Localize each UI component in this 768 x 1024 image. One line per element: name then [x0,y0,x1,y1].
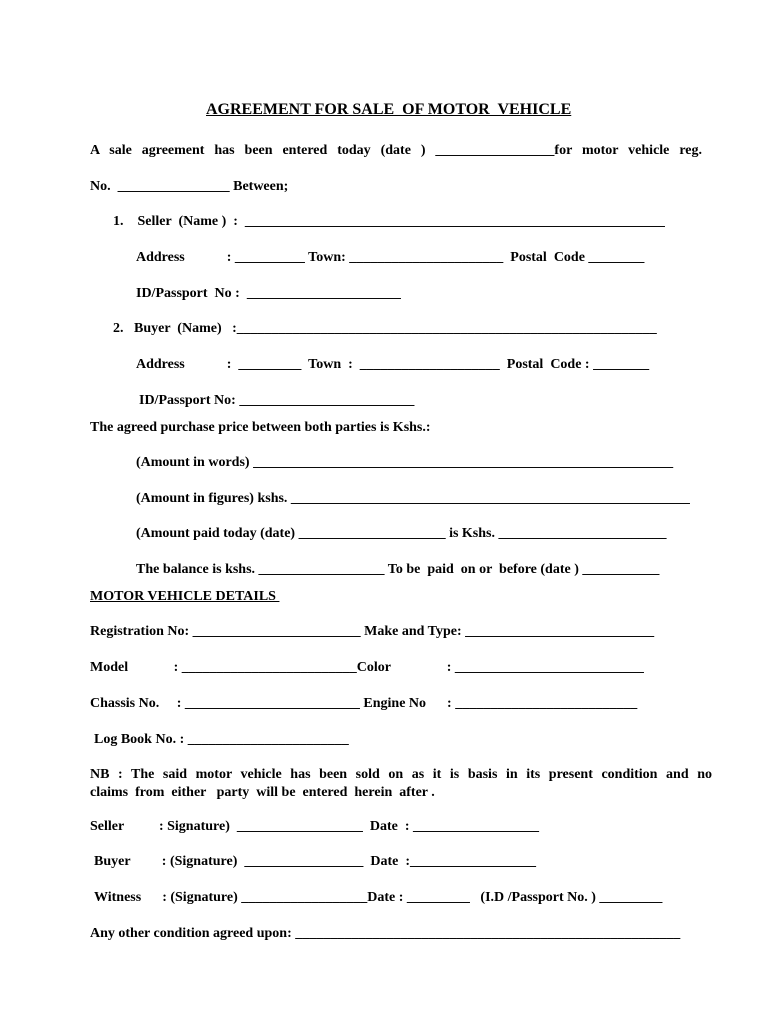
buyer-signature-line: Buyer : (Signature) _________________ Date :__________________ [94,854,537,869]
amount-words-line: (Amount in words) ____________________________________________________________ [136,455,674,470]
nb-line-2: claims from either party will be entered herein after . [90,785,435,800]
balance-line: The balance is kshs. __________________ To be paid on or before (date ) ___________ [136,562,660,577]
seller-signature-line: Seller : Signature) __________________ Date : __________________ [90,819,540,834]
page-title: AGREEMENT FOR SALE OF MOTOR VEHICLE [206,101,572,118]
buyer-address-line: Address : _________ Town : ____________________ Postal Code : ________ [136,357,650,372]
price-heading: The agreed purchase price between both parties is Kshs.: [90,420,431,435]
logbook-line: Log Book No. : _______________________ [94,732,349,747]
intro-line-2: No. ________________ Between; [90,179,289,194]
nb-line-1: NB : The said motor vehicle has been sold on as it is basis in its present condition and no [90,767,712,782]
seller-name-line: 1. Seller (Name ) : ____________________________________________________________ [113,214,665,229]
model-color-line: Model : _________________________Color : ___________________________ [90,660,644,675]
registration-line: Registration No: ________________________ Make and Type: ___________________________ [90,624,655,639]
seller-address-line: Address : __________ Town: ______________________ Postal Code ________ [136,250,645,265]
chassis-engine-line: Chassis No. : _________________________ Engine No : __________________________ [90,696,638,711]
seller-id-line: ID/Passport No : ______________________ [136,286,401,301]
amount-figures-line: (Amount in figures) kshs. _________________________________________________________ [136,491,690,506]
buyer-id-line: ID/Passport No: _________________________ [139,393,415,408]
buyer-name-line: 2. Buyer (Name) :____________________________________________________________ [113,321,657,336]
amount-paid-line: (Amount paid today (date) _____________________ is Kshs. ________________________ [136,526,667,541]
vehicle-details-heading: MOTOR VEHICLE DETAILS [90,589,280,604]
other-condition-line: Any other condition agreed upon: _______________________________________________________ [90,926,681,941]
intro-line-1: A sale agreement has been entered today (date ) _________________for motor vehicle reg. [90,143,702,158]
witness-signature-line: Witness : (Signature) __________________Date : _________ (I.D /Passport No. ) _________ [94,890,663,905]
